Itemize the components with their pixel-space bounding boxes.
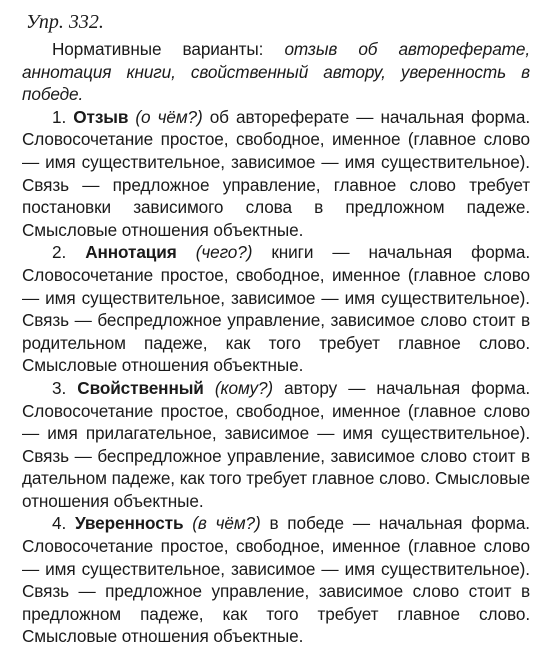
item-number: 3. — [52, 377, 78, 398]
intro-paragraph — [22, 38, 530, 106]
item-question: (о чём?) — [135, 106, 203, 127]
item-paragraph-3 — [22, 377, 530, 513]
item-word: Отзыв — [73, 106, 129, 127]
textbook-page — [22, 10, 530, 648]
item-word: Свойственный — [77, 377, 204, 398]
item-question: (кому?) — [214, 377, 274, 398]
item-text: книги — начальная форма. Словосочетание простое, свободное, именное (главное слово — имя существительное, зависимое — имя существительное). Связь — беспредложное управление, зависимое слово стоит в родительном падеже, как того требует главное слово. Смысловые отношения объектные. — [22, 242, 530, 376]
item-paragraph-4 — [22, 512, 530, 648]
item-text: об автореферате — начальная форма. Словосочетание простое, свободное, именное (главное слово — имя существительное, зависимое — имя существительное). Связь — предложное управление, главное слово требует постановки зависимого слова в предложном падеже. Смысловые отношения объектные. — [22, 106, 530, 240]
item-word: Аннотация — [85, 242, 177, 263]
item-word: Уверенность — [74, 513, 184, 534]
item-text: в победе — начальная форма. Словосочетание простое, свободное, именное (главное слово — имя существительное, зависимое — имя существительное). Связь — предложное управление, зависимое слово стоит в предложном падеже, как того требует главное слово. Смысловые отношения объектные. — [22, 513, 530, 647]
item-question: (в чём?) — [192, 513, 261, 534]
item-number: 2. — [52, 242, 86, 263]
item-question: (чего?) — [195, 242, 253, 263]
item-text: автору — начальная форма. Словосочетание простое, свободное, именное (главное слово — имя прилагательное, зависимое — имя существительное). Связь — беспредложное управление, зависимое слово стоит в дательном падеже, как того требует главное слово. Смысловые отношения объектные. — [22, 377, 530, 511]
item-paragraph-2 — [22, 241, 530, 377]
intro-prefix: Нормативные варианты: — [52, 39, 285, 59]
exercise-heading: Упр. 332. — [26, 11, 104, 33]
intro-variants: отзыв об автореферате, аннотация книги, свойственный автору, уверенность в победе. — [22, 39, 530, 105]
item-number: 1. — [52, 106, 74, 127]
item-number: 4. — [52, 513, 75, 534]
item-paragraph-1 — [22, 106, 530, 242]
